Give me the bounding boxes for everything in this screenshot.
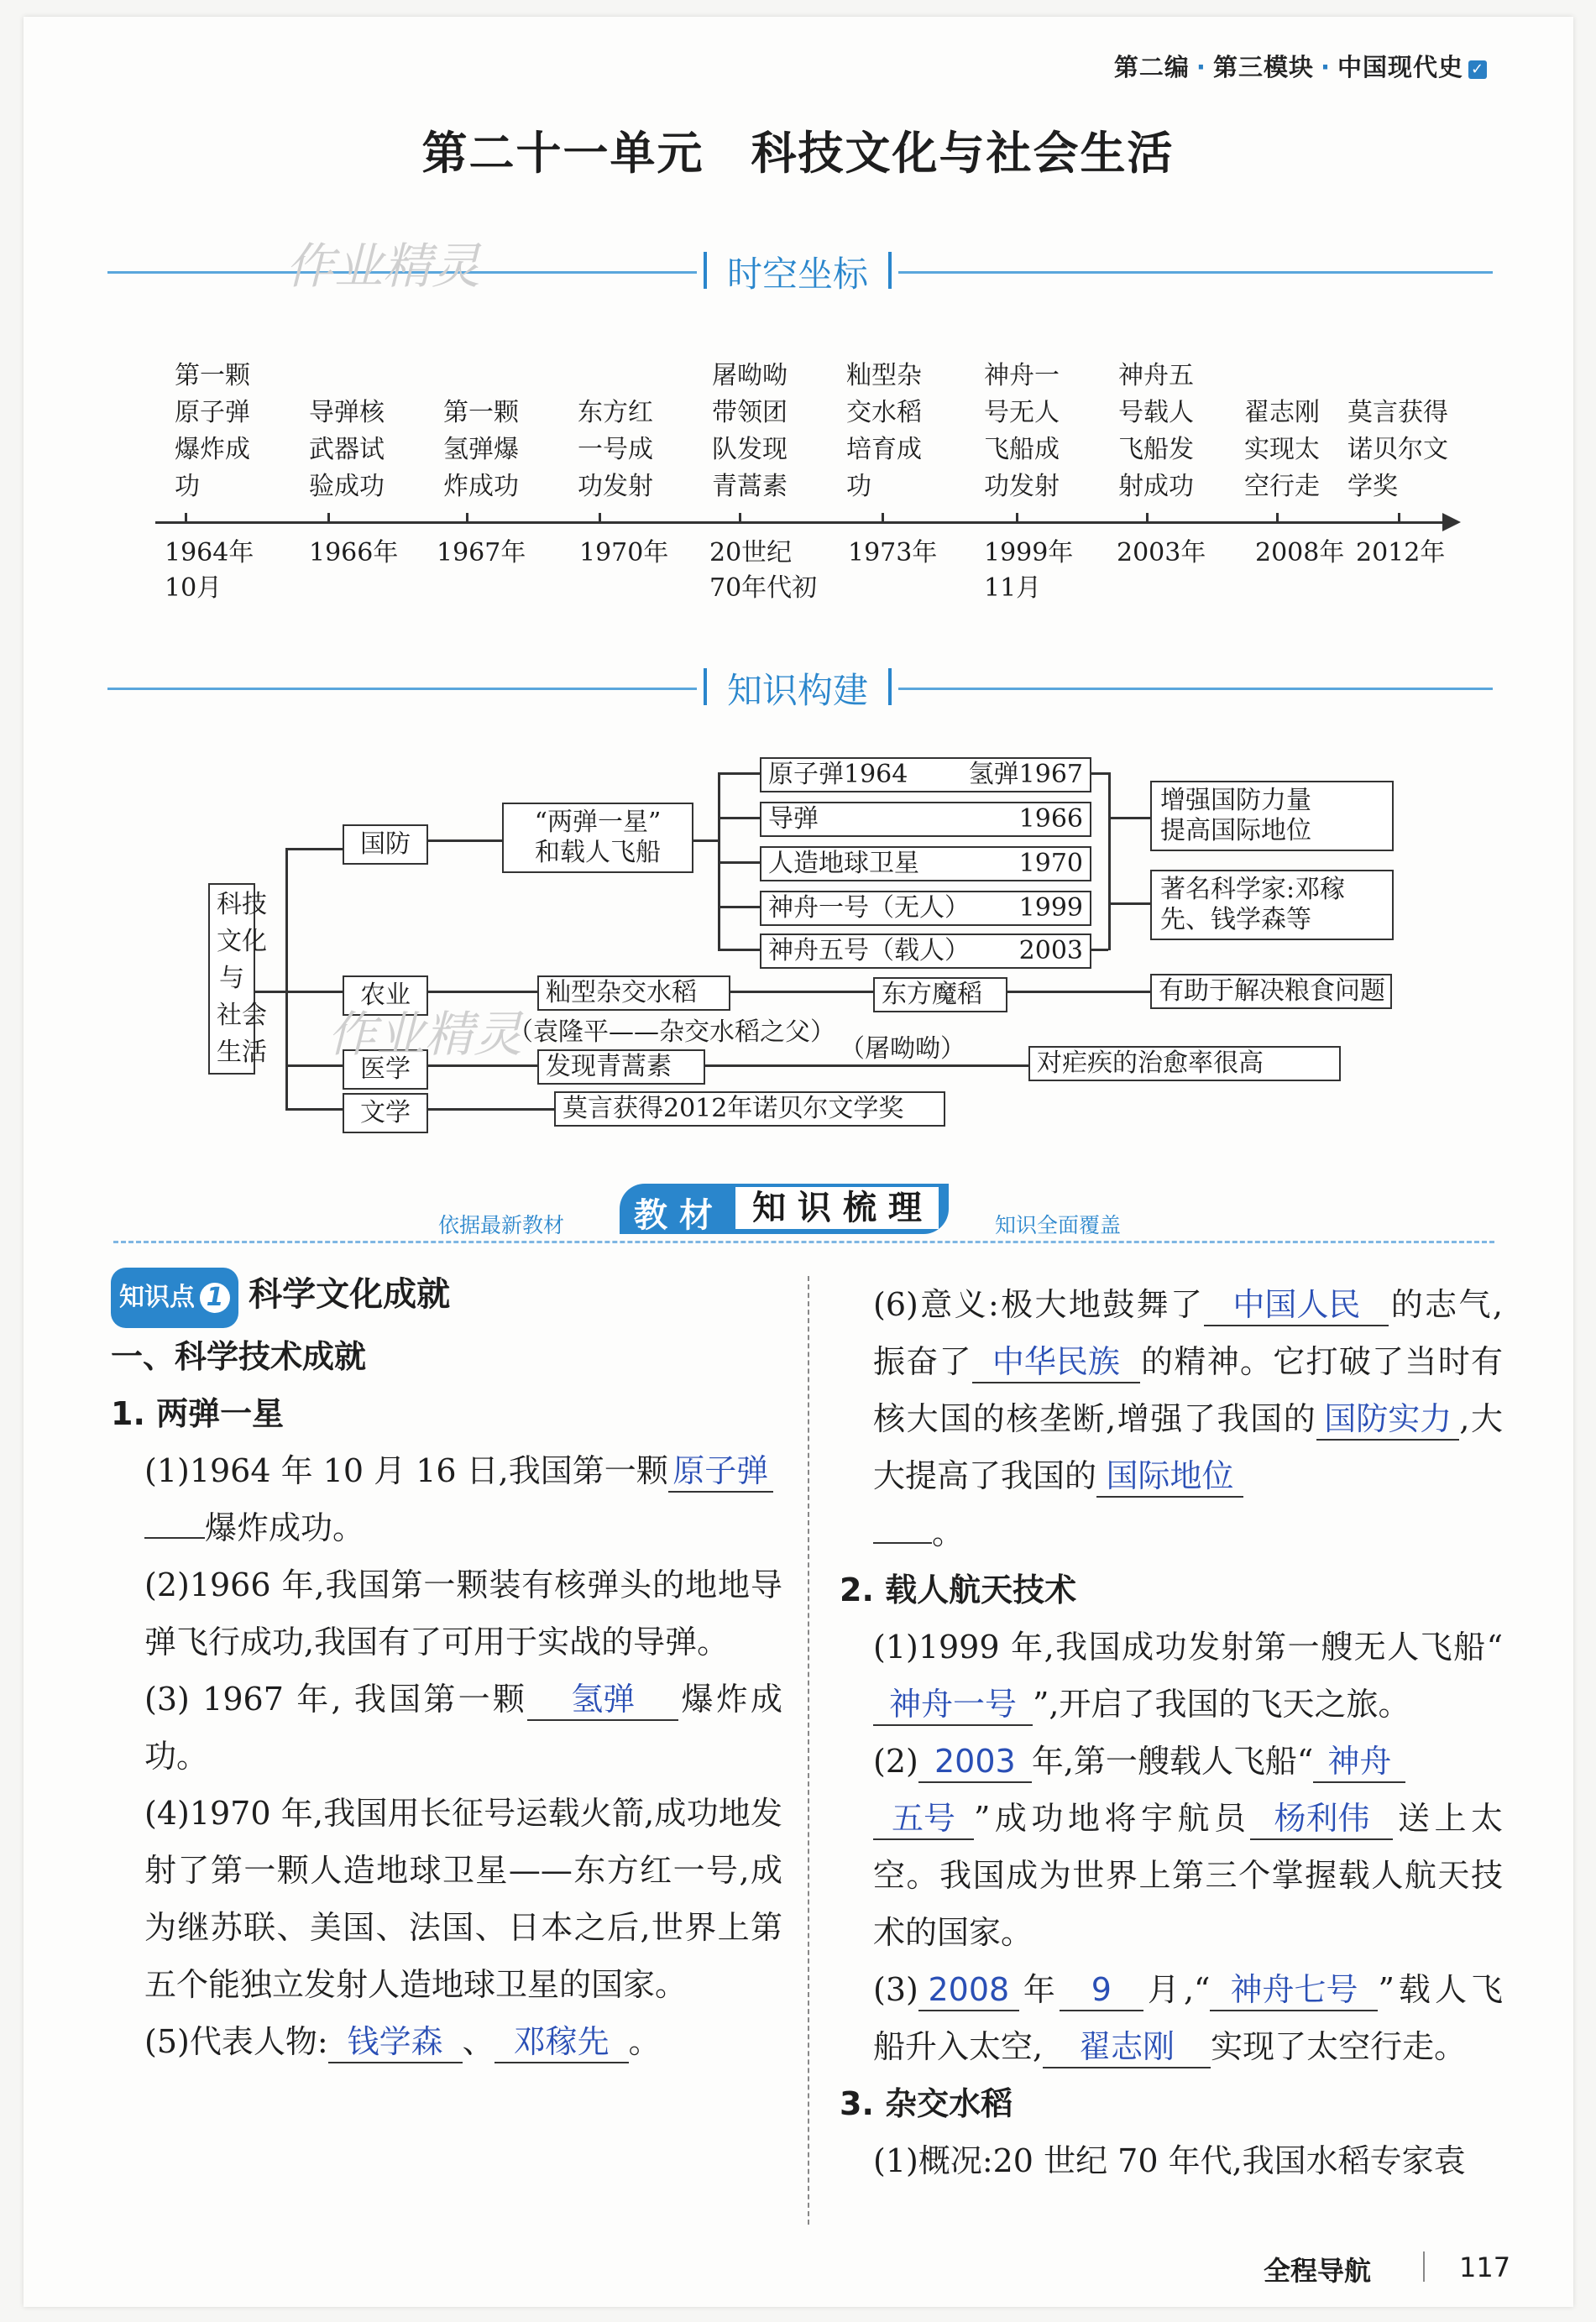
answer-blank: 2008 [918, 1969, 1019, 2011]
timeline-tick [185, 513, 187, 523]
item-year: 1966 [1018, 804, 1083, 834]
timeline-tick [882, 513, 884, 523]
tu-youyou-note: （屠呦呦） [840, 1034, 965, 1064]
banner-pill [620, 1184, 949, 1234]
timeline-year: 20世纪 70年代初 [709, 538, 818, 603]
footer-sep [1423, 2251, 1425, 2282]
literature-box: 文学 [343, 1093, 428, 1133]
item-label: 人造地球卫星 [768, 849, 919, 878]
timeline-event: 东方红 一号成 功发射 [578, 398, 653, 501]
item-label: 原子弹1964 [768, 760, 908, 789]
answer-blank: 神舟七号 [1210, 1969, 1378, 2011]
answer-blank: 中国人民 [1204, 1284, 1389, 1326]
knowledge-badge: 知识点 1 [111, 1268, 238, 1328]
item-label: 神舟一号（无人） [768, 893, 970, 923]
timeline-year: 1967年 [437, 538, 526, 567]
page-number: 117 [1459, 2251, 1511, 2283]
timeline-tick [1398, 513, 1400, 523]
answer-blank: 原子弹 [668, 1451, 773, 1493]
defense-item [760, 757, 1091, 792]
answer-blank: 氢弹 [527, 1679, 678, 1721]
food-box: 有助于解决粮食问题 [1150, 974, 1392, 1009]
timeline-year: 2012年 [1356, 538, 1446, 567]
defense-item [760, 891, 1091, 926]
root-box: 科技 文化 与 社会 生活 [208, 883, 255, 1075]
timeline-tick [327, 513, 330, 523]
header-sep: · [1196, 53, 1206, 81]
timeline-tick [1146, 513, 1149, 523]
timeline-year: 2008年 [1255, 538, 1345, 567]
timeline-year: 2003年 [1117, 538, 1206, 567]
banner-t2: 知 识 梳 理 [735, 1187, 939, 1229]
header-module: 第三模块 [1212, 53, 1314, 81]
header-history: 中国现代史 [1337, 53, 1463, 81]
answer-blank: 9 [1060, 1969, 1143, 2011]
timeline-year: 1964年 10月 [165, 538, 254, 603]
timeline-event: 第一颗 原子弹 爆炸成 功 [175, 361, 250, 501]
footer-book: 全程导航 [1264, 2255, 1372, 2287]
timeline-tick [466, 513, 468, 523]
heading-tech: 一、科学技术成就 [111, 1338, 367, 1375]
heading-rice: 3. 杂交水稻 [840, 2085, 1013, 2122]
header-part: 第二编 [1113, 53, 1190, 81]
banner-right: 知识全面覆盖 [995, 1213, 1122, 1237]
timeline-event: 第一颗 氢弹爆 炸成功 [443, 398, 519, 501]
timeline-year: 1999年 11月 [984, 538, 1074, 603]
timeline-event: 籼型杂 交水稻 培育成 功 [846, 361, 922, 501]
watermark: 作业精灵 [285, 238, 481, 295]
answer-blank: 翟志刚 [1043, 2027, 1211, 2068]
right-column: (6)意义:极大地鼓舞了 中国人民 的志气,振奋了 中华民族 的精神。它打破了当时有核大国的核垄断,增强了我国的 国防实力 ,大大提高了我国的 国际地位 。 2. 载人航天技术 (1)1999 年,我国成功发射第一艘无人飞船“神舟一号 ”,开启了我国的飞天之旅。 (2) 2003 年,第一艘载人飞船“ 神舟 五号 ”成功地将宇航员 杨利伟 送上太空。我国成为世界上第三个掌握载人航天技术的国家。 (3) 2008 年 9 月,“ 神舟七号 ”载人飞船升入太空, 翟志刚 实现了太空行走。 3. 杂交水稻 (1)概况:20 世纪 70 年代,我国水稻专家袁 [840, 1286, 1503, 2179]
answer-blank: 2003 [918, 1741, 1032, 1783]
left-column: 知识点 1 科学文化成就 一、科学技术成就 1. 两弹一星 (1)1964 年 10 月 16 日,我国第一颗 原子弹 爆炸成功。 (2)1966 年,我国第一颗装有核弹头的地地导弹飞行成功,我国有了可用于实战的导弹。 (3) 1967 年, 我国第一颗 氢弹 爆炸成功。 (4)1970 年,我国用长征号运载火箭,成功地发射了第一颗人造地球卫星——东方红一号,成为继苏联、美国、法国、日本之后,世界上第五个能独立发射人造地球卫星的国家。 (5)代表人物: 钱学森 、 邓稼先 。 [111, 1261, 782, 2070]
banner-left: 依据最新教材 [438, 1213, 565, 1237]
answer-blank: 杨利伟 [1250, 1798, 1393, 1840]
timeline-year: 1973年 [848, 538, 938, 567]
rice-note: （袁隆平——杂交水稻之父） [508, 1017, 835, 1047]
answer-blank: 神舟 [1313, 1741, 1405, 1783]
section-title-knowledge: 知识构建 [697, 663, 898, 714]
answer-blank: 中华民族 [972, 1341, 1140, 1383]
timeline-tick [599, 513, 601, 523]
timeline-event: 导弹核 武器试 验成功 [309, 398, 385, 501]
item-label: 导弹 [768, 804, 819, 834]
two-bombs-box: “两弹一星” 和载人飞船 [502, 803, 693, 873]
badge-number: 1 [200, 1283, 230, 1313]
item-year: 氢弹1967 [968, 760, 1083, 789]
timeline-tick [1276, 513, 1279, 523]
axis-arrow-icon [1442, 513, 1461, 531]
banner-t1: 教 材 [634, 1196, 713, 1235]
banner-dash [113, 1241, 1494, 1243]
answer-blank: 国际地位 [1096, 1456, 1243, 1498]
column-divider [808, 1276, 809, 2225]
knowledge-point-title: 科学文化成就 [249, 1275, 451, 1314]
medicine-box: 医学 [343, 1049, 428, 1090]
timeline-axis [155, 521, 1444, 524]
timeline-year: 1966年 [309, 538, 399, 567]
item-year: 1970 [1018, 849, 1083, 878]
answer-blank: 邓稼先 [494, 2021, 629, 2063]
checkbox-icon: ✓ [1468, 60, 1487, 79]
agriculture-box: 农业 [343, 975, 428, 1016]
timeline-tick [1016, 513, 1018, 523]
defense-item [760, 802, 1091, 837]
item-year: 2003 [1018, 936, 1083, 965]
defense-item [760, 934, 1091, 969]
section-title-timeline: 时空坐标 [697, 247, 898, 297]
timeline-event: 神舟五 号载人 飞船发 射成功 [1118, 361, 1194, 501]
running-header [1114, 49, 1487, 83]
timeline-event: 屠呦呦 带领团 队发现 青蒿素 [712, 361, 788, 501]
qinghaosu-box: 发现青蒿素 [537, 1049, 705, 1085]
scientists-box: 著名科学家:邓稼 先、钱学森等 [1150, 870, 1394, 940]
page-title: 第二十一单元 科技文化与社会生活 [421, 127, 1175, 180]
defense-box: 国防 [343, 824, 428, 865]
defense-item [760, 846, 1091, 881]
timeline-year: 1970年 [579, 538, 669, 567]
moyan-box: 莫言获得2012年诺贝尔文学奖 [554, 1091, 945, 1127]
magic-rice-box: 东方魔稻 [873, 977, 1007, 1012]
watermark: 作业精灵 [327, 1006, 523, 1063]
heading-two-bombs: 1. 两弹一星 [111, 1395, 285, 1432]
answer-blank: 神舟一号 [873, 1684, 1033, 1726]
rice-box: 籼型杂交水稻 [537, 975, 730, 1011]
item-label: 神舟五号（载人） [768, 936, 970, 965]
timeline-event: 莫言获得 诺贝尔文 学奖 [1347, 398, 1448, 501]
answer-blank: 钱学森 [328, 2021, 463, 2063]
effect-box: 增强国防力量 提高国际地位 [1150, 781, 1394, 851]
answer-blank: 国防实力 [1316, 1399, 1459, 1441]
timeline-tick [739, 513, 741, 523]
header-sep2: · [1320, 53, 1331, 81]
heading-space: 2. 载人航天技术 [840, 1572, 1077, 1608]
item-year: 1999 [1018, 893, 1083, 923]
timeline-event: 神舟一 号无人 飞船成 功发射 [984, 361, 1060, 501]
timeline-event: 翟志刚 实现太 空行走 [1244, 398, 1320, 501]
malaria-box: 对疟疾的治愈率很高 [1028, 1046, 1341, 1081]
answer-blank: 五号 [873, 1798, 974, 1840]
